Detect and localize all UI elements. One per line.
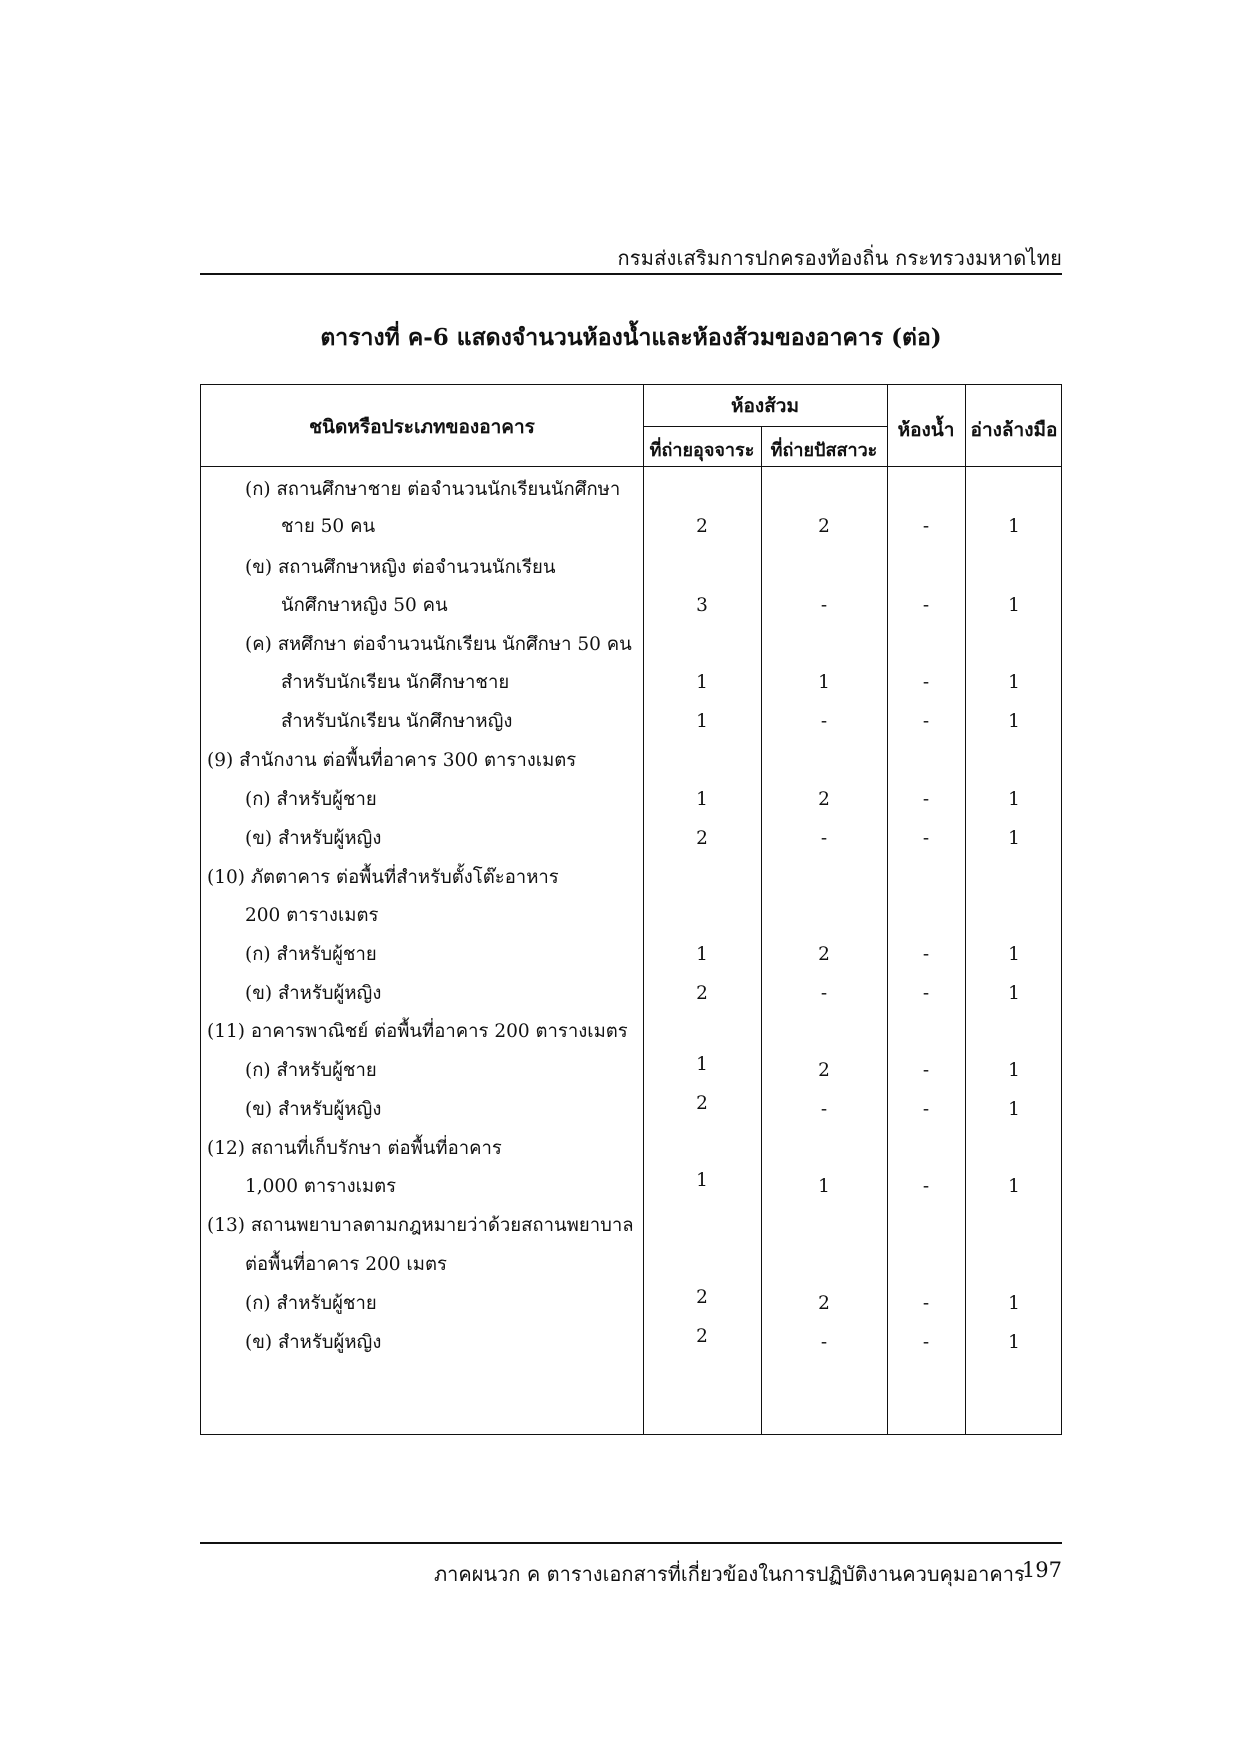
cell-urination: 2 <box>818 789 830 810</box>
row-label: (ก) สำหรับผู้ชาย <box>245 789 377 810</box>
row-label: (ก) สำหรับผู้ชาย <box>245 1060 377 1081</box>
row-label: ต่อพื้นที่อาคาร 200 เมตร <box>245 1254 447 1275</box>
column-header-washbasin: อ่างล้างมือ <box>970 419 1058 441</box>
cell-bathroom: - <box>922 672 930 693</box>
cell-urination: - <box>820 1099 828 1120</box>
cell-washbasin: 1 <box>1008 944 1020 965</box>
cell-urination: 2 <box>818 1293 830 1314</box>
cell-urination: - <box>820 828 828 849</box>
cell-urination: - <box>820 711 828 732</box>
cell-defecation: 2 <box>696 516 708 537</box>
column-header-bathroom: ห้องน้ำ <box>897 419 955 441</box>
cell-washbasin: 1 <box>1008 1293 1020 1314</box>
cell-washbasin: 1 <box>1008 1176 1020 1197</box>
row-label: (ค) สหศึกษา ต่อจำนวนนักเรียน นักศึกษา 50 คน <box>245 634 632 655</box>
cell-defecation: 2 <box>696 1326 708 1347</box>
row-label: (ข) สำหรับผู้หญิง <box>245 828 382 849</box>
cell-bathroom: - <box>922 595 930 616</box>
row-label: สำหรับนักเรียน นักศึกษาหญิง <box>281 711 513 732</box>
row-label: (9) สำนักงาน ต่อพื้นที่อาคาร 300 ตารางเมตร <box>207 750 577 771</box>
column-divider <box>643 385 644 1434</box>
cell-urination: 1 <box>818 1176 830 1197</box>
cell-defecation: 2 <box>696 1287 708 1308</box>
cell-washbasin: 1 <box>1008 1099 1020 1120</box>
cell-defecation: 1 <box>696 1170 708 1191</box>
row-label: (ข) สำหรับผู้หญิง <box>245 1332 382 1353</box>
cell-defecation: 1 <box>696 711 708 732</box>
cell-defecation: 2 <box>696 983 708 1004</box>
row-label: สำหรับนักเรียน นักศึกษาชาย <box>281 672 510 693</box>
row-label: (ก) สำหรับผู้ชาย <box>245 944 377 965</box>
cell-urination: 2 <box>818 944 830 965</box>
cell-bathroom: - <box>922 516 930 537</box>
cell-urination: 1 <box>818 672 830 693</box>
row-label: (13) สถานพยาบาลตามกฎหมายว่าด้วยสถานพยาบาล <box>207 1215 634 1236</box>
footer-divider <box>200 1542 1062 1544</box>
cell-defecation: 1 <box>696 1054 708 1075</box>
row-label: (ก) สถานศึกษาชาย ต่อจำนวนนักเรียนนักศึกษา <box>245 479 621 500</box>
cell-bathroom: - <box>922 944 930 965</box>
header-subdivider <box>643 426 887 427</box>
column-divider <box>887 385 888 1434</box>
cell-washbasin: 1 <box>1008 1332 1020 1353</box>
row-label: 200 ตารางเมตร <box>245 905 379 926</box>
cell-bathroom: - <box>922 711 930 732</box>
row-label: (12) สถานที่เก็บรักษา ต่อพื้นที่อาคาร <box>207 1138 502 1159</box>
row-label: (ข) สำหรับผู้หญิง <box>245 1099 382 1120</box>
column-header-toilet: ห้องส้วม <box>730 395 799 417</box>
header-bottom-rule <box>201 466 1061 467</box>
row-label: (10) ภัตตาคาร ต่อพื้นที่สำหรับตั้งโต๊ะอาหาร <box>207 867 559 888</box>
cell-defecation: 2 <box>696 828 708 849</box>
cell-urination: - <box>820 595 828 616</box>
cell-defecation: 3 <box>696 595 708 616</box>
cell-defecation: 2 <box>696 1093 708 1114</box>
cell-bathroom: - <box>922 1176 930 1197</box>
cell-washbasin: 1 <box>1008 595 1020 616</box>
row-label: (ก) สำหรับผู้ชาย <box>245 1293 377 1314</box>
row-label: 1,000 ตารางเมตร <box>245 1176 397 1197</box>
cell-urination: - <box>820 983 828 1004</box>
cell-defecation: 1 <box>696 672 708 693</box>
cell-washbasin: 1 <box>1008 516 1020 537</box>
column-header-defecation: ที่ถ่ายอุจจาระ <box>649 440 755 461</box>
column-header-type: ชนิดหรือประเภทของอาคาร <box>309 416 535 438</box>
column-divider <box>761 426 762 1434</box>
footer-text: ภาคผนวก ค ตารางเอกสารที่เกี่ยวข้องในการปฏิบัติงานควบคุมอาคาร <box>434 1562 1025 1586</box>
cell-defecation: 1 <box>696 944 708 965</box>
cell-urination: - <box>820 1332 828 1353</box>
department-name: กรมส่งเสริมการปกครองท้องถิ่น กระทรวงมหาดไทย <box>617 246 1062 270</box>
table-title: ตารางที่ ค-6 แสดงจำนวนห้องน้ำและห้องส้วมของอาคาร (ต่อ) <box>320 324 942 351</box>
cell-washbasin: 1 <box>1008 983 1020 1004</box>
cell-bathroom: - <box>922 1293 930 1314</box>
cell-bathroom: - <box>922 828 930 849</box>
row-label: (ข) สำหรับผู้หญิง <box>245 983 382 1004</box>
data-table <box>200 384 1062 1435</box>
cell-bathroom: - <box>922 1332 930 1353</box>
cell-urination: 2 <box>818 516 830 537</box>
row-label: ชาย 50 คน <box>281 516 376 537</box>
cell-bathroom: - <box>922 1099 930 1120</box>
cell-washbasin: 1 <box>1008 711 1020 732</box>
column-divider <box>965 385 966 1434</box>
cell-washbasin: 1 <box>1008 789 1020 810</box>
cell-bathroom: - <box>922 1060 930 1081</box>
cell-washbasin: 1 <box>1008 1060 1020 1081</box>
cell-urination: 2 <box>818 1060 830 1081</box>
cell-bathroom: - <box>922 789 930 810</box>
cell-washbasin: 1 <box>1008 828 1020 849</box>
row-label: (11) อาคารพาณิชย์ ต่อพื้นที่อาคาร 200 ตารางเมตร <box>207 1021 628 1042</box>
row-label: นักศึกษาหญิง 50 คน <box>281 595 448 616</box>
cell-defecation: 1 <box>696 789 708 810</box>
row-label: (ข) สถานศึกษาหญิง ต่อจำนวนนักเรียน <box>245 557 556 578</box>
header-divider <box>200 273 1062 275</box>
cell-bathroom: - <box>922 983 930 1004</box>
cell-washbasin: 1 <box>1008 672 1020 693</box>
column-header-urination: ที่ถ่ายปัสสาวะ <box>770 440 878 461</box>
page-number: 197 <box>1021 1558 1062 1582</box>
